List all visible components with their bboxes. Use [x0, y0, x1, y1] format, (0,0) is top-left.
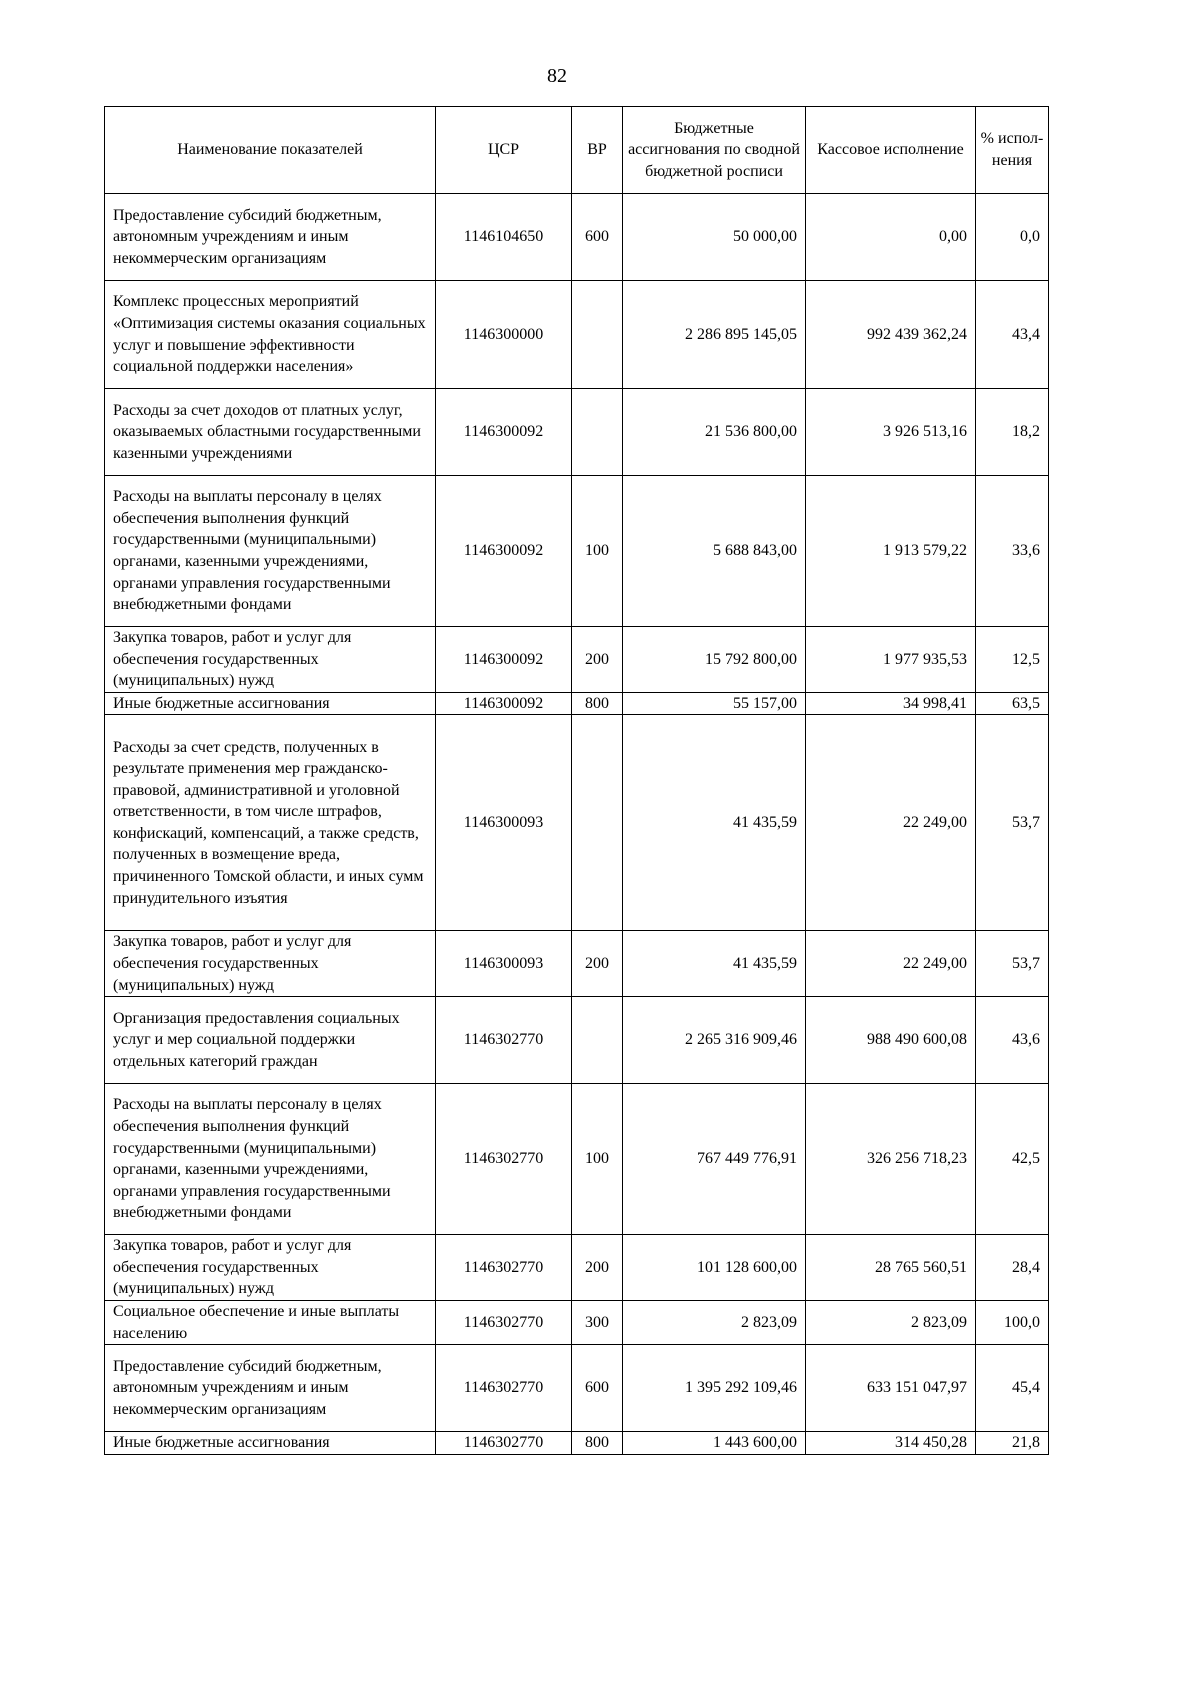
row-name: Закупка товаров, работ и услуг для обеспечения государственных (муниципальных) нужд: [105, 627, 436, 693]
row-pct: 63,5: [976, 692, 1049, 715]
row-budget: 101 128 600,00: [623, 1235, 806, 1301]
row-csr: 1146302770: [436, 1084, 572, 1235]
row-vr: [572, 997, 623, 1084]
row-pct: 53,7: [976, 715, 1049, 931]
table-row: [105, 1084, 1049, 1235]
row-vr: 600: [572, 1345, 623, 1432]
row-vr: [572, 389, 623, 476]
row-pct: 33,6: [976, 476, 1049, 627]
row-pct: 21,8: [976, 1432, 1049, 1455]
row-name: Закупка товаров, работ и услуг для обеспечения государственных (муниципальных) нужд: [105, 931, 436, 997]
row-name: Закупка товаров, работ и услуг для обеспечения государственных (муниципальных) нужд: [105, 1235, 436, 1301]
row-pct: 43,4: [976, 281, 1049, 389]
row-csr: 1146302770: [436, 997, 572, 1084]
row-budget: 2 265 316 909,46: [623, 997, 806, 1084]
row-csr: 1146300092: [436, 627, 572, 693]
row-vr: 800: [572, 692, 623, 715]
row-cash: 28 765 560,51: [806, 1235, 976, 1301]
row-pct: 45,4: [976, 1345, 1049, 1432]
header-csr: ЦСР: [436, 107, 572, 194]
row-pct: 100,0: [976, 1300, 1049, 1344]
row-name: Иные бюджетные ассигнования: [105, 692, 436, 715]
table-row: [105, 931, 1049, 997]
table-header-row: [105, 107, 1049, 194]
row-budget: 2 823,09: [623, 1300, 806, 1344]
row-budget: 55 157,00: [623, 692, 806, 715]
row-budget: 1 395 292 109,46: [623, 1345, 806, 1432]
row-budget: 5 688 843,00: [623, 476, 806, 627]
row-csr: 1146300092: [436, 389, 572, 476]
row-cash: 2 823,09: [806, 1300, 976, 1344]
row-cash: 633 151 047,97: [806, 1345, 976, 1432]
row-vr: 100: [572, 1084, 623, 1235]
table-row: [105, 389, 1049, 476]
row-budget: 767 449 776,91: [623, 1084, 806, 1235]
header-budget: Бюджетные ассигнования по сводной бюджетной росписи: [623, 107, 806, 194]
table-row: [105, 715, 1049, 931]
row-cash: 0,00: [806, 194, 976, 281]
table-row: [105, 194, 1049, 281]
table-row: [105, 1235, 1049, 1301]
row-name: Предоставление субсидий бюджетным, автономным учреждениям и иным некоммерческим организациям: [105, 194, 436, 281]
row-csr: 1146300092: [436, 476, 572, 627]
row-pct: 0,0: [976, 194, 1049, 281]
row-vr: [572, 281, 623, 389]
row-vr: [572, 715, 623, 931]
row-vr: 200: [572, 1235, 623, 1301]
row-budget: 41 435,59: [623, 931, 806, 997]
row-csr: 1146300093: [436, 931, 572, 997]
row-cash: 1 913 579,22: [806, 476, 976, 627]
row-budget: 41 435,59: [623, 715, 806, 931]
row-cash: 314 450,28: [806, 1432, 976, 1455]
table-row: [105, 627, 1049, 693]
table-row: [105, 997, 1049, 1084]
page-number: 82: [547, 65, 567, 87]
row-vr: 800: [572, 1432, 623, 1455]
row-cash: 22 249,00: [806, 931, 976, 997]
row-pct: 28,4: [976, 1235, 1049, 1301]
row-cash: 22 249,00: [806, 715, 976, 931]
row-budget: 50 000,00: [623, 194, 806, 281]
row-budget: 15 792 800,00: [623, 627, 806, 693]
row-vr: 100: [572, 476, 623, 627]
table-row: [105, 1345, 1049, 1432]
row-pct: 18,2: [976, 389, 1049, 476]
row-budget: 21 536 800,00: [623, 389, 806, 476]
row-cash: 992 439 362,24: [806, 281, 976, 389]
row-csr: 1146302770: [436, 1345, 572, 1432]
row-vr: 600: [572, 194, 623, 281]
header-vr: ВР: [572, 107, 623, 194]
table-row: [105, 476, 1049, 627]
row-pct: 53,7: [976, 931, 1049, 997]
header-pct: % испол-нения: [976, 107, 1049, 194]
row-cash: 34 998,41: [806, 692, 976, 715]
row-csr: 1146300000: [436, 281, 572, 389]
row-name: Расходы за счет средств, полученных в результате применения мер гражданско-правовой, административной и уголовной ответственности, в том числе штрафов, конфискаций, компенсаций, а также средств, полученных в возмещение вреда, причиненного Томской области, и иных сумм принудительного изъятия: [105, 715, 436, 931]
row-csr: 1146300092: [436, 692, 572, 715]
table-row: [105, 1432, 1049, 1455]
row-cash: 3 926 513,16: [806, 389, 976, 476]
row-csr: 1146300093: [436, 715, 572, 931]
row-name: Иные бюджетные ассигнования: [105, 1432, 436, 1455]
table-row: [105, 692, 1049, 715]
header-name: Наименование показателей: [105, 107, 436, 194]
row-pct: 43,6: [976, 997, 1049, 1084]
row-pct: 42,5: [976, 1084, 1049, 1235]
table-row: [105, 281, 1049, 389]
row-vr: 300: [572, 1300, 623, 1344]
row-pct: 12,5: [976, 627, 1049, 693]
row-name: Расходы на выплаты персоналу в целях обеспечения выполнения функций государственными (муниципальными) органами, казенными учреждениями, органами управления государственными внебюджетными фондами: [105, 1084, 436, 1235]
row-name: Организация предоставления социальных услуг и мер социальной поддержки отдельных категорий граждан: [105, 997, 436, 1084]
table-row: [105, 1300, 1049, 1344]
row-cash: 326 256 718,23: [806, 1084, 976, 1235]
row-name: Расходы за счет доходов от платных услуг, оказываемых областными государственными казенными учреждениями: [105, 389, 436, 476]
row-cash: 988 490 600,08: [806, 997, 976, 1084]
row-name: Расходы на выплаты персоналу в целях обеспечения выполнения функций государственными (муниципальными) органами, казенными учреждениями, органами управления государственными внебюджетными фондами: [105, 476, 436, 627]
row-cash: 1 977 935,53: [806, 627, 976, 693]
row-csr: 1146104650: [436, 194, 572, 281]
row-name: Комплекс процессных мероприятий «Оптимизация системы оказания социальных услуг и повышение эффективности социальной поддержки населения»: [105, 281, 436, 389]
row-csr: 1146302770: [436, 1432, 572, 1455]
header-cash: Кассовое исполнение: [806, 107, 976, 194]
row-name: Социальное обеспечение и иные выплаты населению: [105, 1300, 436, 1344]
row-vr: 200: [572, 931, 623, 997]
row-budget: 1 443 600,00: [623, 1432, 806, 1455]
row-csr: 1146302770: [436, 1300, 572, 1344]
budget-execution-table: [104, 106, 1049, 1455]
row-name: Предоставление субсидий бюджетным, автономным учреждениям и иным некоммерческим организациям: [105, 1345, 436, 1432]
row-budget: 2 286 895 145,05: [623, 281, 806, 389]
row-vr: 200: [572, 627, 623, 693]
row-csr: 1146302770: [436, 1235, 572, 1301]
